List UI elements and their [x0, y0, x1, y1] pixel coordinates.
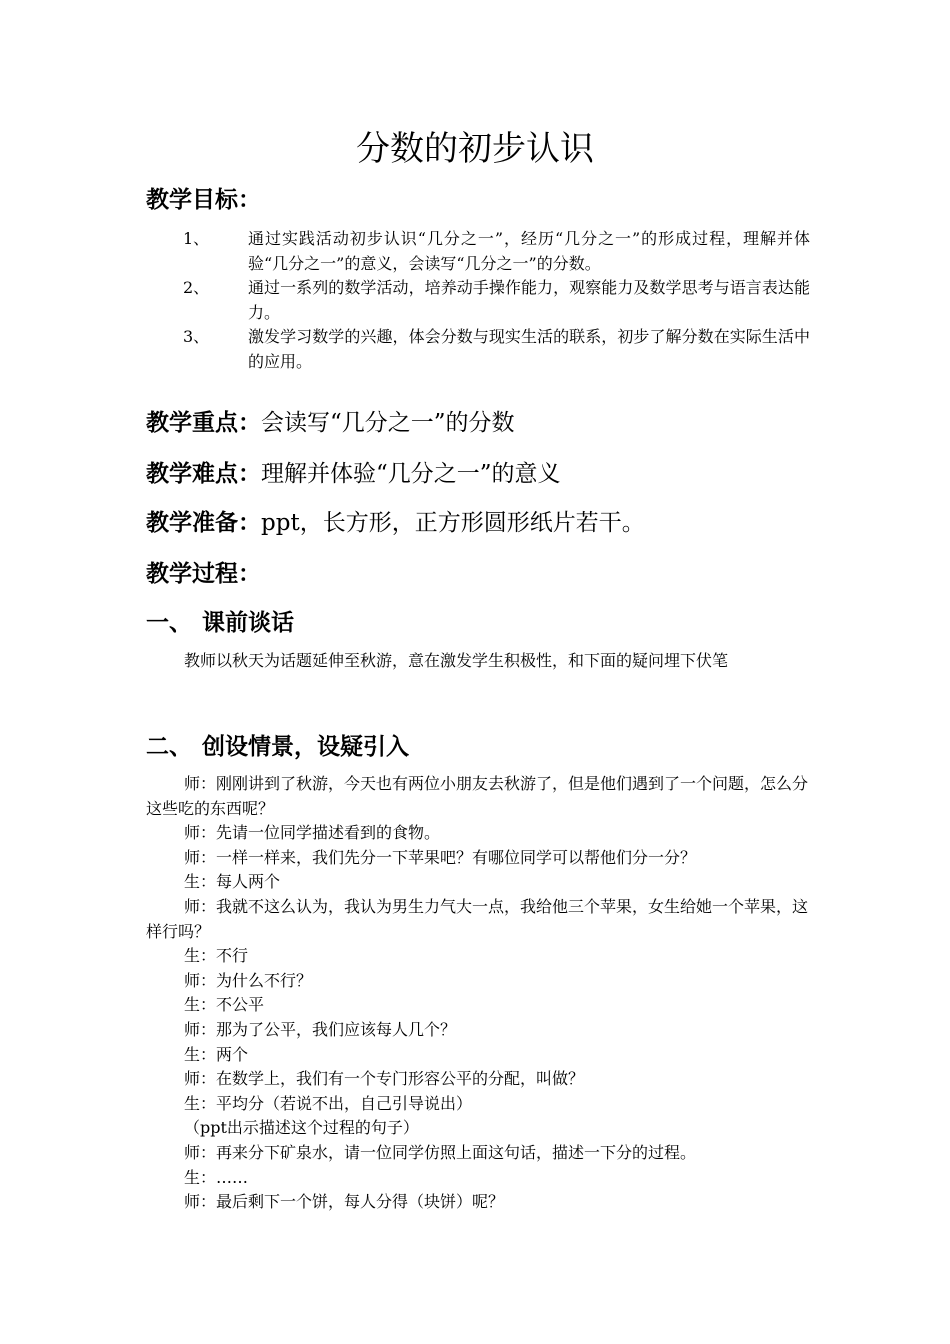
- dialogue-line: 生：不公平: [184, 995, 265, 1015]
- section-1-text: 教师以秋天为话题延伸至秋游，意在激发学生积极性，和下面的疑问埋下伏笔: [184, 651, 729, 670]
- goal-number: 2、: [183, 278, 210, 297]
- document-title: 分数的初步认识: [356, 129, 594, 169]
- dialogue-line: 生：两个: [184, 1044, 249, 1064]
- difficulty: [146, 458, 561, 490]
- section-number: 一、: [146, 610, 192, 636]
- dialogue-line: 生：每人两个: [184, 872, 281, 892]
- goal-text: 通过一系列的数学活动，培养动手操作能力，观察能力及数学思考与语言表达能力。: [248, 278, 810, 322]
- process-heading: 教学过程：: [146, 561, 261, 587]
- dialogue-line: 师：在数学上，我们有一个专门形容公平的分配，叫做？: [184, 1069, 585, 1089]
- dialogue-line: 师：一样一样来，我们先分一下苹果吧？有哪位同学可以帮他们分一分？: [184, 847, 697, 867]
- goal-number: 3、: [183, 327, 210, 346]
- goals-heading: 教学目标：: [146, 187, 261, 213]
- preparation-text: ppt，长方形，正方形圆形纸片若干。: [261, 510, 645, 536]
- section-title: 创设情景，设疑引入: [202, 734, 409, 760]
- preparation-label: 教学准备：: [146, 510, 261, 536]
- dialogue: [146, 772, 808, 1215]
- goal-text: 激发学习数学的兴趣，体会分数与现实生活的联系，初步了解分数在实际生活中的应用。: [248, 327, 810, 371]
- dialogue-line: 师：为什么不行？: [184, 970, 313, 990]
- section-number: 二、: [146, 734, 192, 760]
- dialogue-line: 师：再来分下矿泉水，请一位同学仿照上面这句话，描述一下分的过程。: [184, 1142, 697, 1162]
- difficulty-label: 教学难点：: [146, 461, 261, 487]
- dialogue-line: 师：最后剩下一个饼，每人分得（块饼）呢？: [184, 1192, 505, 1212]
- goal-text: 通过实践活动初步认识“几分之一”，经历“几分之一”的形成过程，理解并体验“几分之一”的意义，会读写“几分之一”的分数。: [248, 229, 810, 273]
- dialogue-line: 生：不行: [184, 946, 249, 966]
- preparation: [146, 507, 645, 539]
- key-point: [146, 407, 515, 439]
- key-point-text: 会读写“几分之一”的分数: [261, 410, 515, 436]
- section-title: 课前谈话: [202, 610, 294, 636]
- dialogue-line: （ppt出示描述这个过程的句子）: [184, 1118, 419, 1138]
- dialogue-line: 师：我就不这么认为，我认为男生力气大一点，我给他三个苹果，女生给她一个苹果，这样行吗？: [146, 896, 809, 941]
- key-point-label: 教学重点：: [146, 410, 261, 436]
- goal-number: 1、: [183, 229, 210, 248]
- section-2-heading: [146, 731, 409, 763]
- section-1-heading: [146, 607, 294, 639]
- dialogue-line: 师：刚刚讲到了秋游，今天也有两位小朋友去秋游了，但是他们遇到了一个问题，怎么分这些吃的东西呢？: [146, 774, 809, 818]
- difficulty-text: 理解并体验“几分之一”的意义: [261, 461, 561, 487]
- dialogue-line: 师：先请一位同学描述看到的食物。: [184, 823, 441, 843]
- dialogue-line: 生：……: [184, 1167, 249, 1187]
- dialogue-line: 师：那为了公平，我们应该每人几个？: [184, 1019, 457, 1039]
- dialogue-line: 生：平均分（若说不出，自己引导说出）: [184, 1093, 473, 1113]
